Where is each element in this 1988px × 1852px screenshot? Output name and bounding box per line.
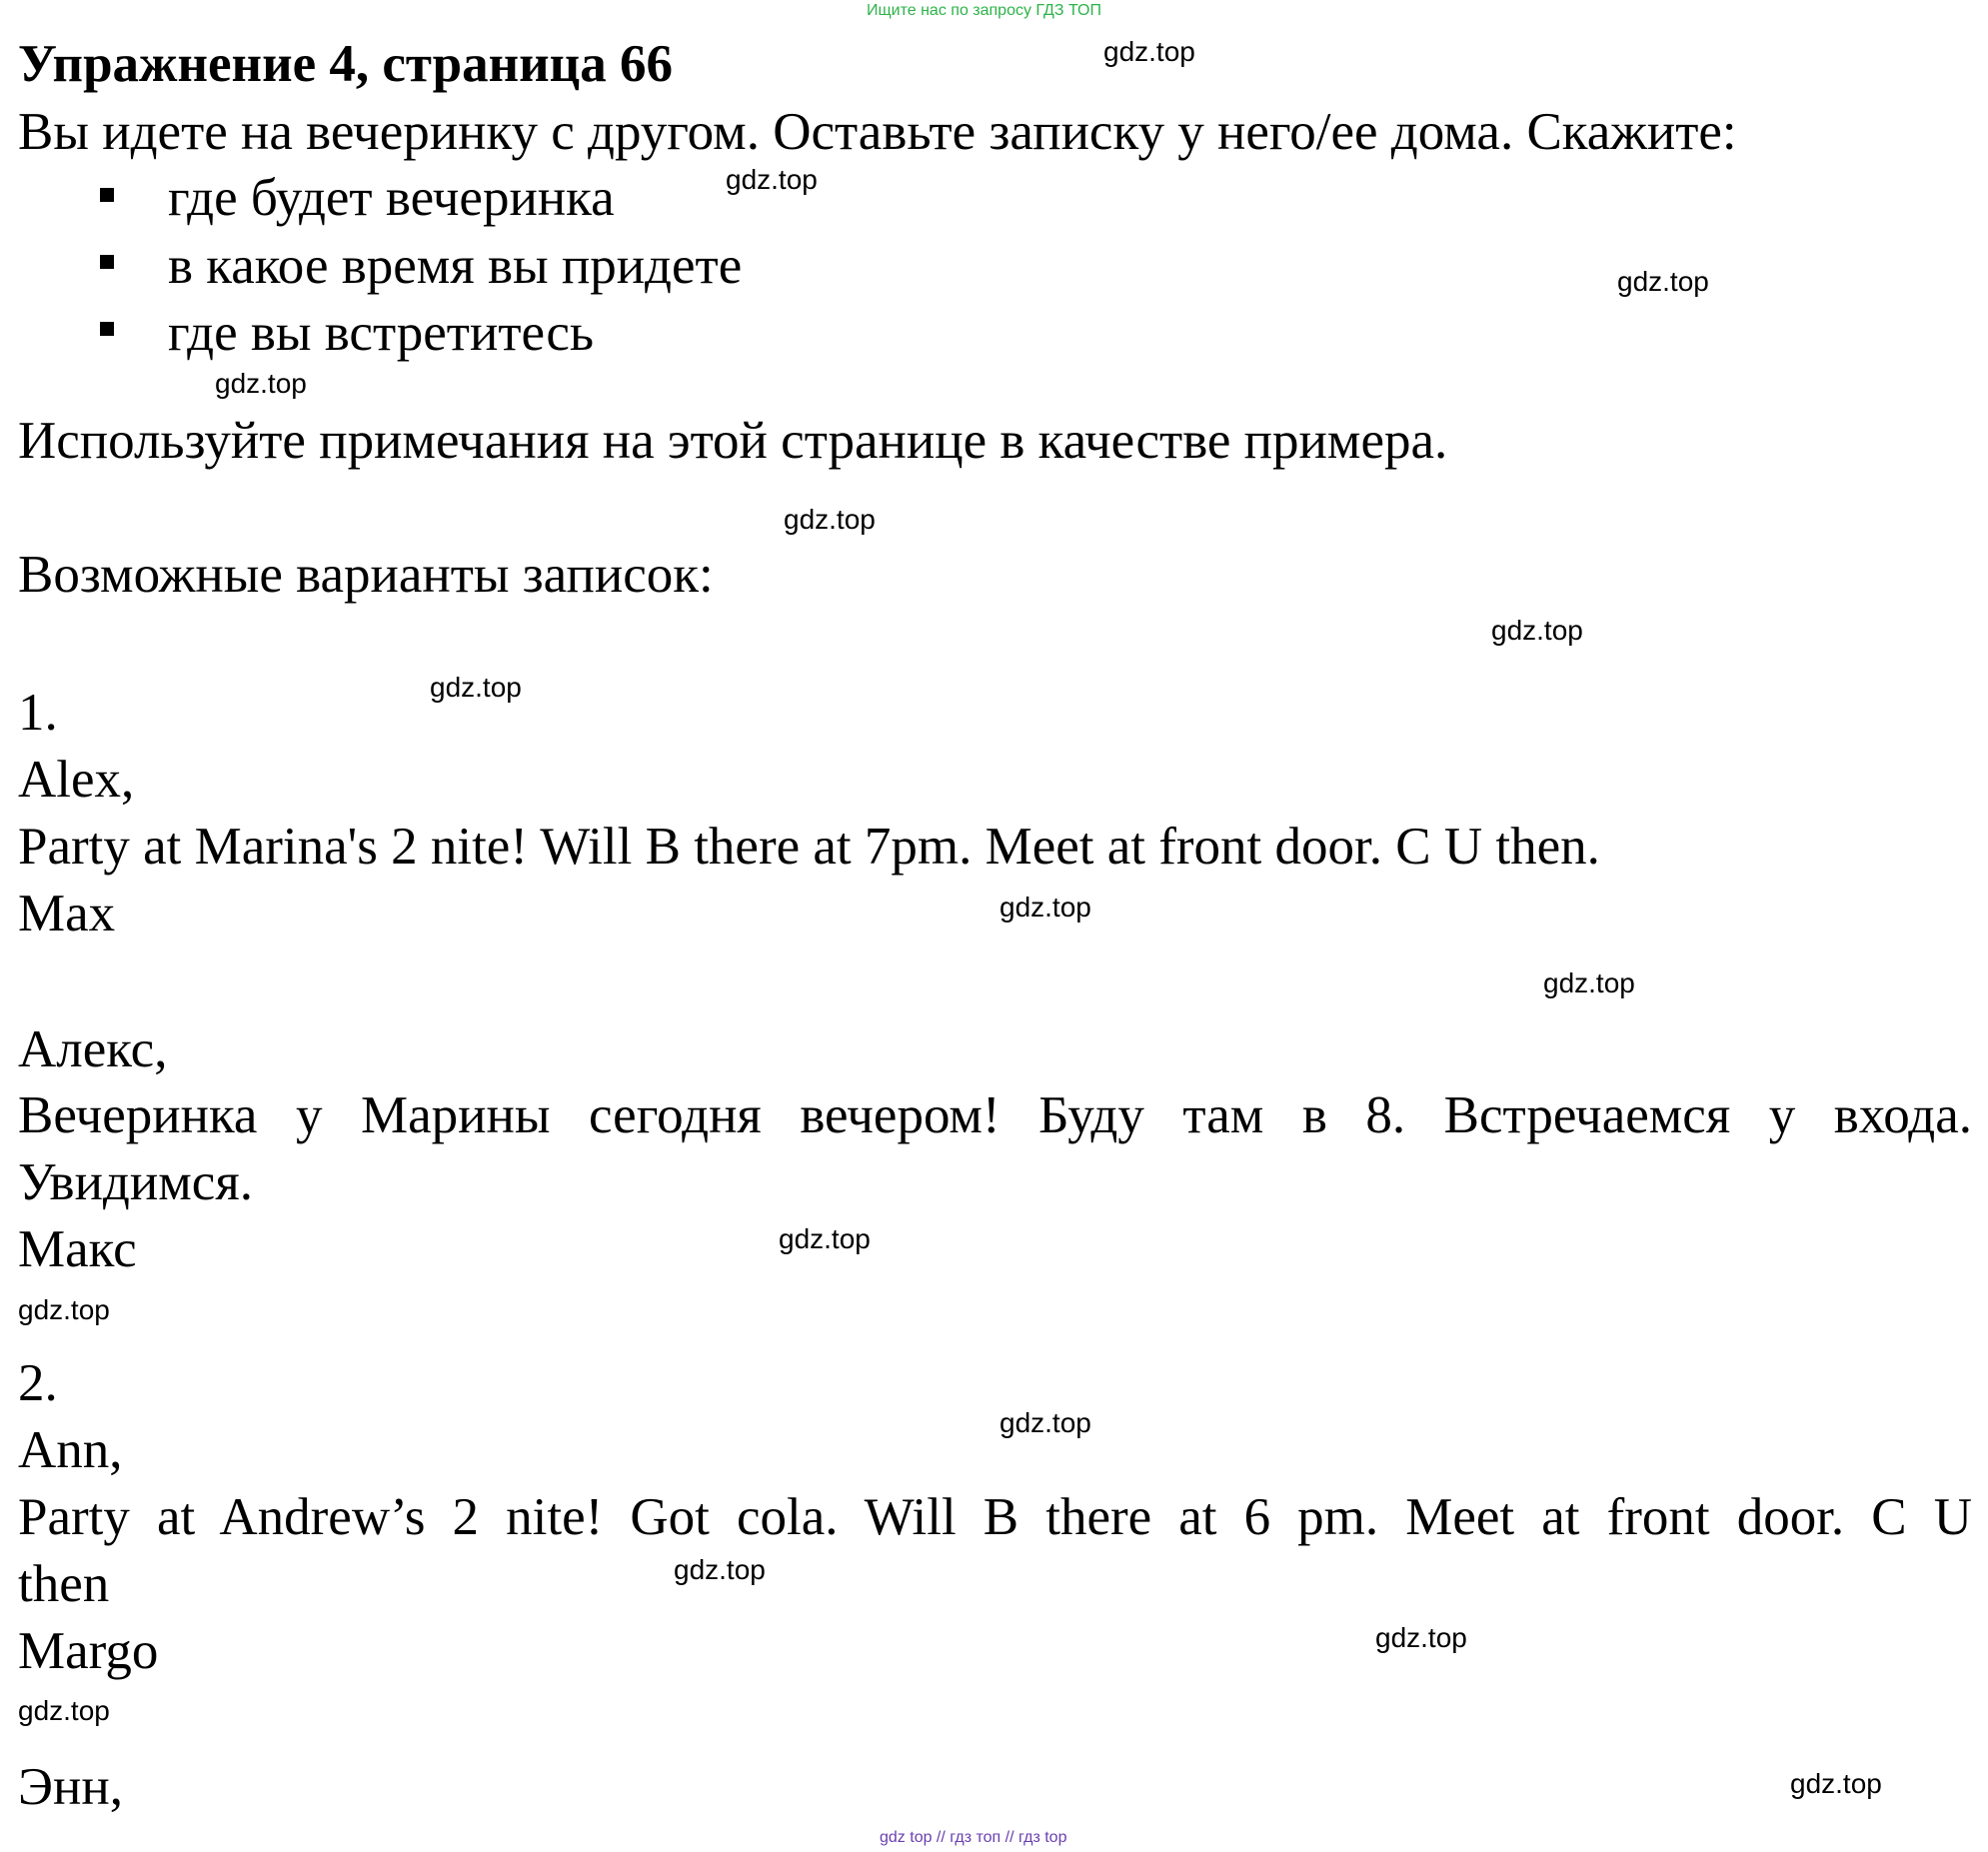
watermark: gdz.top <box>1375 1622 1467 1653</box>
bullet-marker <box>100 188 114 202</box>
watermark: gdz.top <box>674 1554 766 1585</box>
note1-en-signature: Max <box>18 885 116 942</box>
task-text: Вы идете на вечеринку с другом. Оставьте записку у него/ее дома. Скажите: <box>18 103 1737 161</box>
watermark: gdz.top <box>18 1695 110 1726</box>
note1-en-greeting: Alex, <box>18 751 135 809</box>
watermark: gdz.top <box>1103 36 1195 67</box>
watermark: gdz.top <box>999 1407 1091 1438</box>
instruction-text: Используйте примечания на этой странице в качестве примера. <box>18 412 1448 470</box>
watermark: gdz.top <box>18 1294 110 1325</box>
note2-en-body-line2: then <box>18 1555 110 1613</box>
watermark: gdz.top <box>999 892 1091 923</box>
variants-heading: Возможные варианты записок: <box>18 546 714 604</box>
bullet-item: где будет вечеринка <box>168 169 615 227</box>
watermark: gdz.top <box>1491 615 1583 646</box>
watermark: gdz.top <box>726 164 818 195</box>
footer-text: gdz top // гдз топ // гдз top <box>880 1829 1067 1846</box>
note2-number: 2. <box>18 1354 58 1412</box>
note1-ru-signature: Макс <box>18 1220 137 1278</box>
watermark: gdz.top <box>784 504 876 535</box>
note1-en-body: Party at Marina's 2 nite! Will B there at 7pm. Meet at front door. C U then. <box>18 818 1600 876</box>
watermark: gdz.top <box>1790 1768 1882 1799</box>
note1-ru-body-line2: Увидимся. <box>18 1153 253 1211</box>
note2-ru-greeting: Энн, <box>18 1758 123 1816</box>
note2-en-signature: Margo <box>18 1622 159 1680</box>
bullet-item: в какое время вы придете <box>168 237 743 295</box>
watermark: gdz.top <box>1617 266 1709 297</box>
bullet-marker <box>100 322 114 336</box>
bullet-item: где вы встретитесь <box>168 304 595 362</box>
note2-en-body-line1: Party at Andrew’s 2 nite! Got cola. Will B there at 6 pm. Meet at front door. C U <box>18 1488 1972 1546</box>
note1-ru-greeting: Алекс, <box>18 1020 168 1078</box>
top-banner: Ищите нас по запросу ГДЗ ТОП <box>867 2 1101 19</box>
bullet-marker <box>100 255 114 269</box>
note2-en-greeting: Ann, <box>18 1421 123 1479</box>
watermark: gdz.top <box>215 368 307 399</box>
watermark: gdz.top <box>430 672 522 703</box>
page-title: Упражнение 4, страница 66 <box>18 35 673 93</box>
watermark: gdz.top <box>1543 967 1635 998</box>
watermark: gdz.top <box>779 1223 871 1254</box>
note1-number: 1. <box>18 684 58 742</box>
note1-ru-body-line1: Вечеринка у Марины сегодня вечером! Буду там в 8. Встречаемся у входа. <box>18 1086 1972 1144</box>
